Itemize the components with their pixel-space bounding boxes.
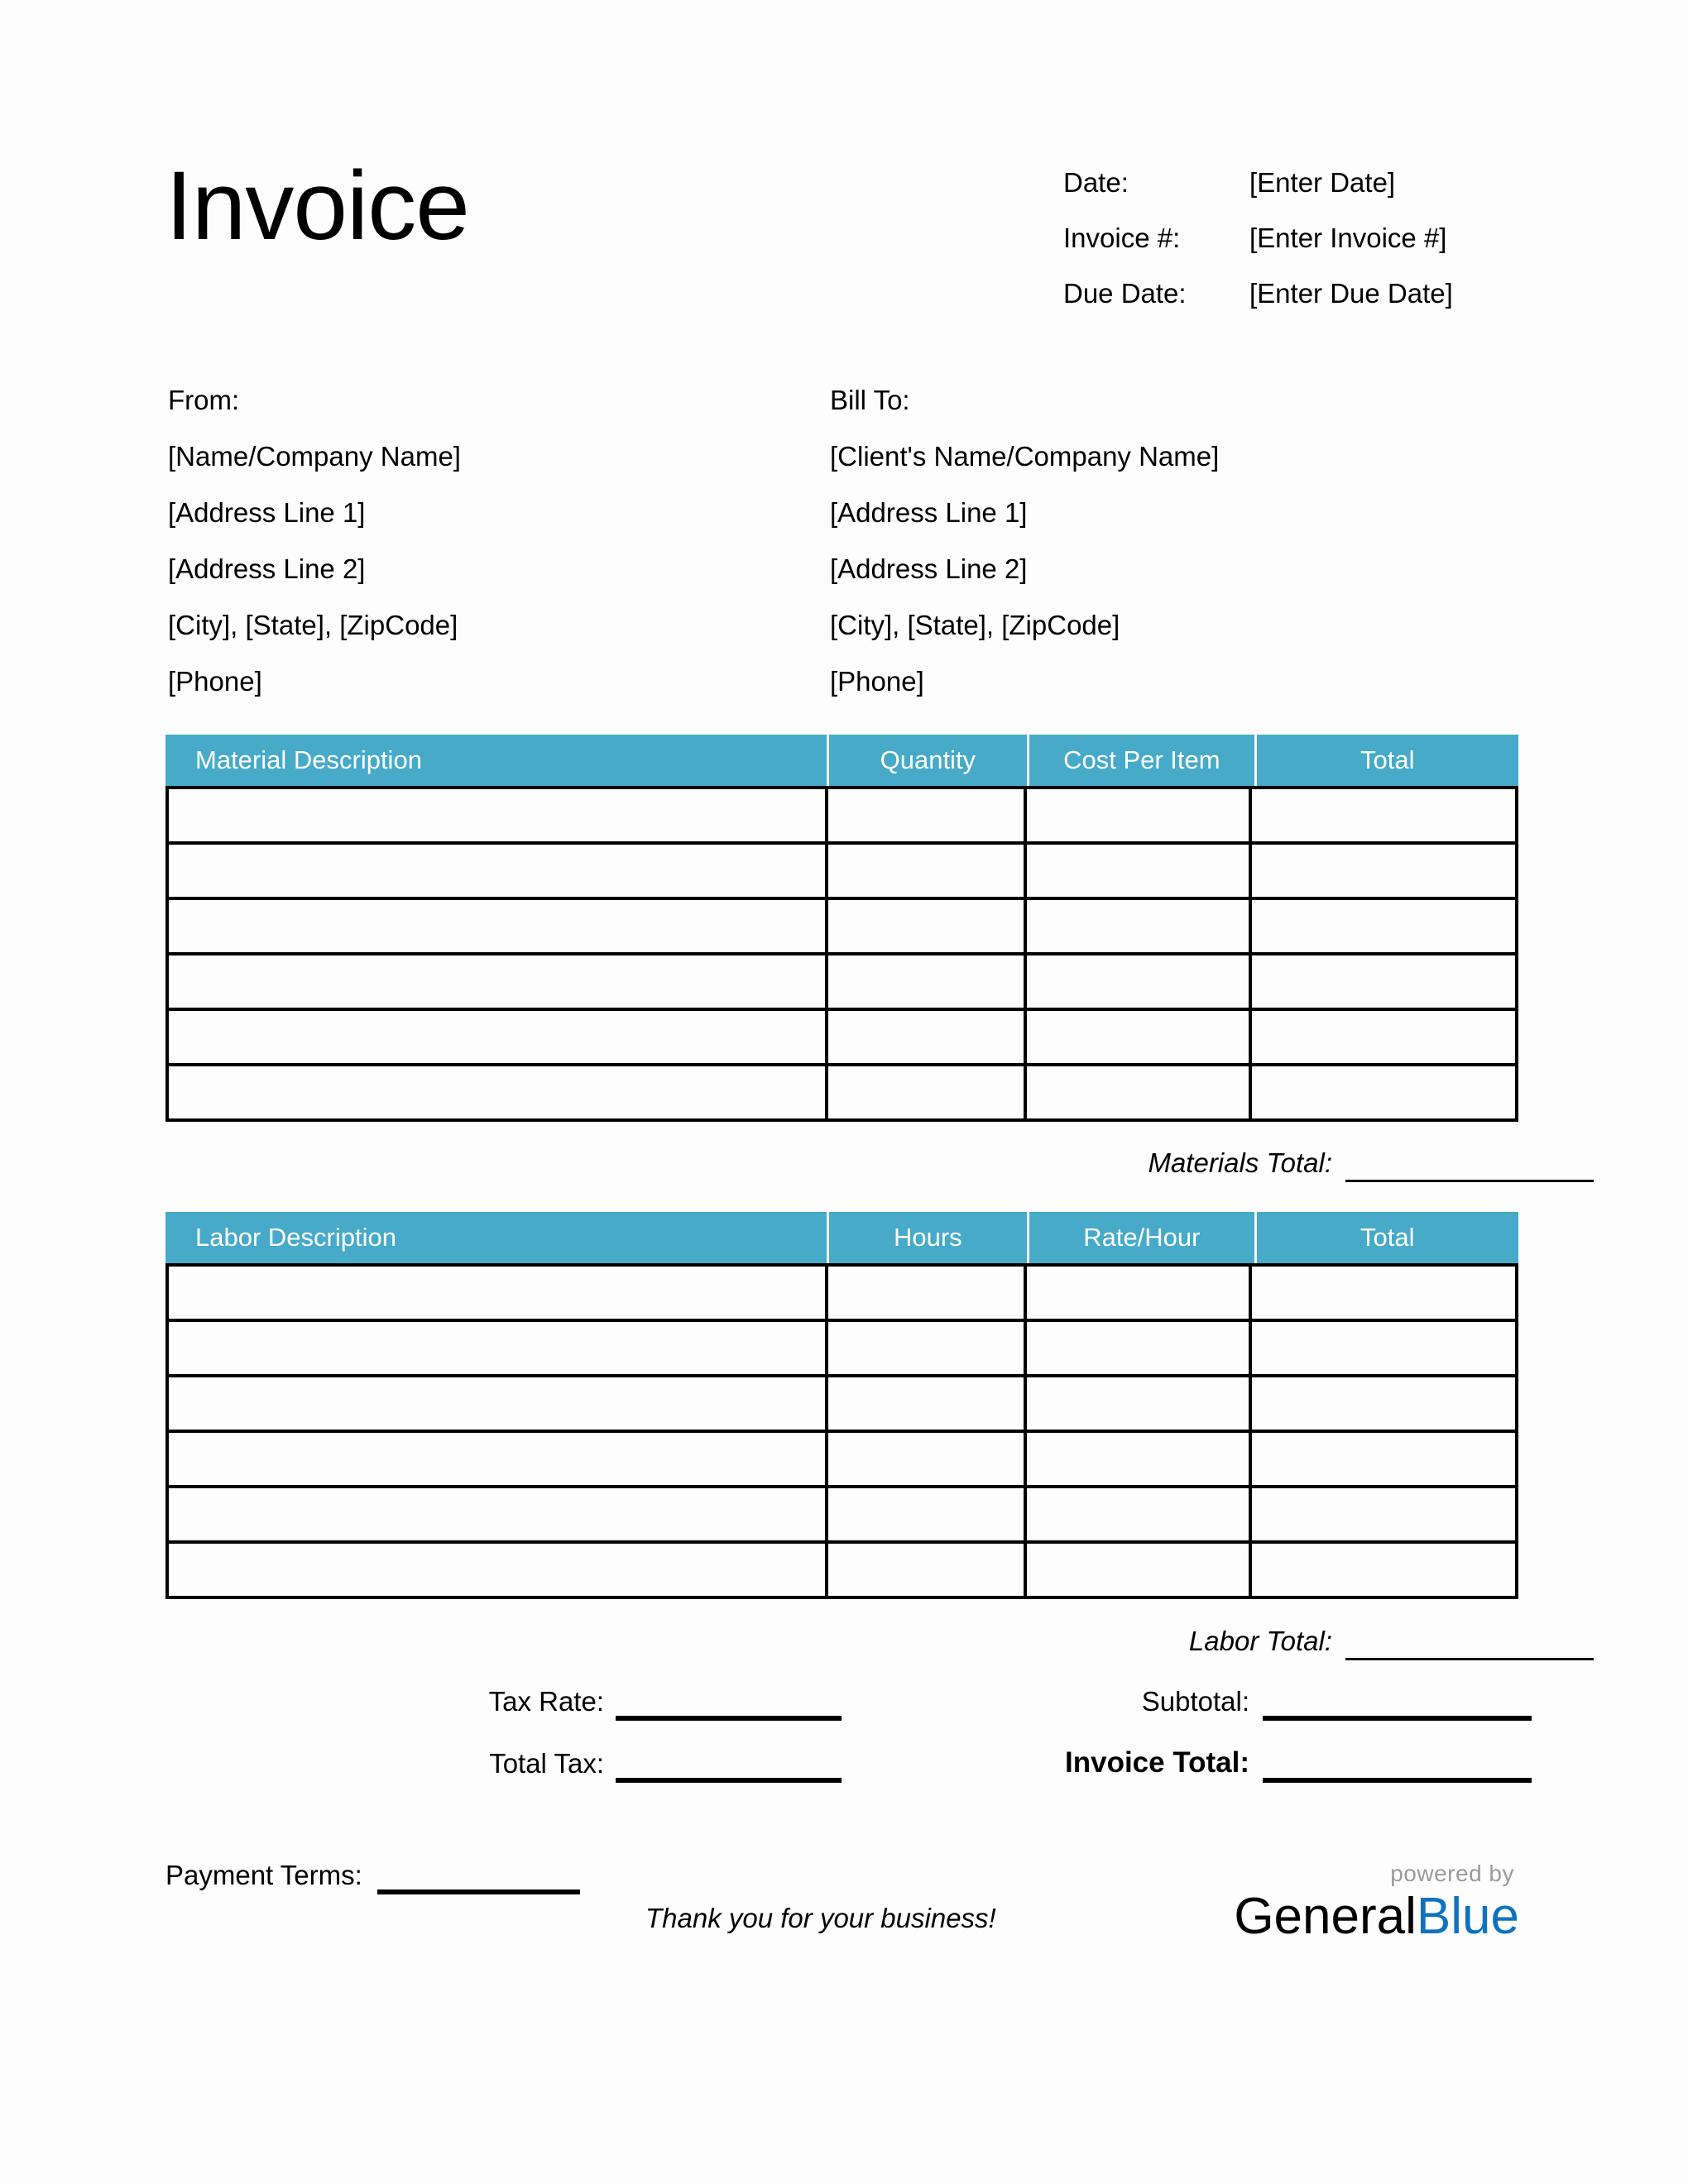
- invoice-header: [0, 151, 1688, 331]
- labor-cell-description[interactable]: [169, 1433, 828, 1485]
- table-row: [169, 1011, 1515, 1066]
- meta-row-invoice-number: [1063, 223, 1593, 278]
- materials-cell-cost[interactable]: [1027, 1066, 1252, 1118]
- materials-cell-quantity[interactable]: [828, 1066, 1027, 1118]
- bill-to-line-company[interactable]: [Client's Name/Company Name]: [830, 441, 1220, 472]
- invoice-number-value[interactable]: [Enter Invoice #]: [1249, 223, 1447, 253]
- table-row: [169, 956, 1515, 1011]
- from-line-address2[interactable]: [Address Line 2]: [168, 553, 366, 584]
- materials-cell-description[interactable]: [169, 1066, 828, 1118]
- labor-cell-hours[interactable]: [828, 1322, 1027, 1374]
- labor-header-total: Total: [1257, 1212, 1518, 1263]
- from-line-company[interactable]: [Name/Company Name]: [168, 441, 461, 472]
- materials-cell-cost[interactable]: [1027, 900, 1252, 952]
- bill-to-line-address2[interactable]: [Address Line 2]: [830, 553, 1028, 584]
- labor-table-header-row: [165, 1212, 1518, 1263]
- materials-header-quantity: Quantity: [829, 735, 1028, 786]
- materials-cell-description[interactable]: [169, 900, 828, 952]
- invoice-number-label: Invoice #:: [1063, 223, 1181, 253]
- labor-cell-total[interactable]: [1252, 1267, 1515, 1319]
- materials-cell-total[interactable]: [1252, 845, 1515, 897]
- subtotal-field[interactable]: [1263, 1679, 1532, 1721]
- materials-header-description: Material Description: [165, 735, 827, 786]
- materials-total-field[interactable]: [1345, 1143, 1594, 1182]
- labor-cell-total[interactable]: [1252, 1377, 1515, 1430]
- bill-to-line-city-state-zip[interactable]: [City], [State], [ZipCode]: [830, 610, 1120, 640]
- bill-to-line-phone[interactable]: [Phone]: [830, 666, 924, 697]
- labor-cell-description[interactable]: [169, 1488, 828, 1540]
- date-label: Date:: [1063, 167, 1129, 198]
- tax-rate-label: Tax Rate:: [488, 1686, 604, 1717]
- materials-cell-description[interactable]: [169, 956, 828, 1008]
- labor-cell-total[interactable]: [1252, 1433, 1515, 1485]
- materials-table-header-row: [165, 735, 1518, 786]
- materials-cell-total[interactable]: [1252, 956, 1515, 1008]
- bill-to-heading: Bill To:: [830, 385, 910, 415]
- materials-cell-cost[interactable]: [1027, 845, 1252, 897]
- subtotal-label: Subtotal:: [1141, 1686, 1249, 1717]
- labor-cell-total[interactable]: [1252, 1488, 1515, 1540]
- labor-cell-rate[interactable]: [1027, 1267, 1252, 1319]
- invoice-meta-block: [1063, 167, 1593, 333]
- materials-cell-quantity[interactable]: [828, 789, 1027, 841]
- labor-header-rate-per-hour: Rate/Hour: [1029, 1212, 1254, 1263]
- logo-text-blue: Blue: [1416, 1887, 1519, 1945]
- date-value[interactable]: [Enter Date]: [1249, 167, 1396, 198]
- invoice-total-field[interactable]: [1263, 1741, 1532, 1783]
- table-row: [169, 845, 1515, 900]
- materials-cell-quantity[interactable]: [828, 956, 1027, 1008]
- payment-terms-field[interactable]: [377, 1853, 580, 1894]
- labor-header-hours: Hours: [829, 1212, 1028, 1263]
- labor-cell-rate[interactable]: [1027, 1433, 1252, 1485]
- table-row: [169, 789, 1515, 845]
- table-row: [169, 1433, 1515, 1488]
- materials-cell-description[interactable]: [169, 789, 828, 841]
- labor-table-body: [165, 1263, 1518, 1599]
- thank-you-message: Thank you for your business!: [645, 1903, 996, 1933]
- total-tax-line: [331, 1741, 842, 1783]
- materials-cell-cost[interactable]: [1027, 956, 1252, 1008]
- logo-text-general: General: [1234, 1887, 1417, 1945]
- materials-cell-total[interactable]: [1252, 900, 1515, 952]
- labor-header-description: Labor Description: [165, 1212, 827, 1263]
- materials-cell-total[interactable]: [1252, 789, 1515, 841]
- invoice-total-label: Invoice Total:: [1065, 1746, 1249, 1779]
- materials-cell-cost[interactable]: [1027, 789, 1252, 841]
- tax-rate-field[interactable]: [616, 1679, 842, 1721]
- labor-cell-hours[interactable]: [828, 1377, 1027, 1430]
- materials-cell-cost[interactable]: [1027, 1011, 1252, 1063]
- tax-rate-line: [331, 1679, 842, 1721]
- labor-cell-total[interactable]: [1252, 1544, 1515, 1596]
- table-row: [169, 1066, 1515, 1122]
- labor-cell-total[interactable]: [1252, 1322, 1515, 1374]
- labor-cell-description[interactable]: [169, 1267, 828, 1319]
- materials-header-total: Total: [1257, 735, 1518, 786]
- payment-terms-line: [165, 1853, 580, 1894]
- materials-table: [165, 735, 1518, 1122]
- materials-total-label: Materials Total:: [1148, 1147, 1332, 1178]
- total-tax-label: Total Tax:: [489, 1748, 604, 1779]
- powered-by-label: powered by: [1390, 1861, 1514, 1886]
- labor-cell-description[interactable]: [169, 1377, 828, 1430]
- logo-wordmark: [1213, 1887, 1519, 1946]
- materials-header-cost-per-item: Cost Per Item: [1029, 735, 1254, 786]
- materials-cell-total[interactable]: [1252, 1066, 1515, 1118]
- labor-cell-hours[interactable]: [828, 1544, 1027, 1596]
- page-title: Invoice: [165, 151, 469, 261]
- bill-to-line-address1[interactable]: [Address Line 1]: [830, 497, 1028, 528]
- from-line-city-state-zip[interactable]: [City], [State], [ZipCode]: [168, 610, 458, 640]
- from-heading: From:: [168, 385, 240, 415]
- labor-cell-description[interactable]: [169, 1322, 828, 1374]
- table-row: [169, 1544, 1515, 1599]
- materials-cell-quantity[interactable]: [828, 1011, 1027, 1063]
- invoice-total-line: [910, 1741, 1532, 1783]
- materials-cell-description[interactable]: [169, 1011, 828, 1063]
- subtotal-line: [910, 1679, 1532, 1721]
- labor-cell-hours[interactable]: [828, 1267, 1027, 1319]
- materials-cell-total[interactable]: [1252, 1011, 1515, 1063]
- meta-row-due-date: [1063, 278, 1593, 333]
- labor-cell-rate[interactable]: [1027, 1377, 1252, 1430]
- total-tax-field[interactable]: [616, 1741, 842, 1783]
- generalblue-logo: [1213, 1861, 1519, 1946]
- labor-cell-rate[interactable]: [1027, 1488, 1252, 1540]
- labor-cell-hours[interactable]: [828, 1433, 1027, 1485]
- due-date-label: Due Date:: [1063, 278, 1187, 309]
- labor-cell-rate[interactable]: [1027, 1544, 1252, 1596]
- table-row: [169, 1267, 1515, 1322]
- bill-to-block: [830, 372, 1219, 710]
- labor-total-field[interactable]: [1345, 1621, 1594, 1660]
- materials-total-line: [869, 1143, 1594, 1182]
- labor-cell-hours[interactable]: [828, 1488, 1027, 1540]
- labor-total-line: [869, 1621, 1594, 1660]
- materials-table-body: [165, 786, 1518, 1122]
- from-block: [168, 372, 461, 710]
- labor-cell-description[interactable]: [169, 1544, 828, 1596]
- materials-cell-description[interactable]: [169, 845, 828, 897]
- materials-cell-quantity[interactable]: [828, 900, 1027, 952]
- labor-cell-rate[interactable]: [1027, 1322, 1252, 1374]
- labor-total-label: Labor Total:: [1188, 1626, 1332, 1656]
- table-row: [169, 1488, 1515, 1544]
- table-row: [169, 1322, 1515, 1377]
- from-line-address1[interactable]: [Address Line 1]: [168, 497, 366, 528]
- from-line-phone[interactable]: [Phone]: [168, 666, 262, 697]
- materials-cell-quantity[interactable]: [828, 845, 1027, 897]
- labor-table: [165, 1212, 1518, 1599]
- payment-terms-label: Payment Terms:: [165, 1860, 362, 1890]
- meta-row-date: [1063, 167, 1593, 223]
- due-date-value[interactable]: [Enter Due Date]: [1249, 278, 1453, 309]
- table-row: [169, 1377, 1515, 1433]
- table-row: [169, 900, 1515, 956]
